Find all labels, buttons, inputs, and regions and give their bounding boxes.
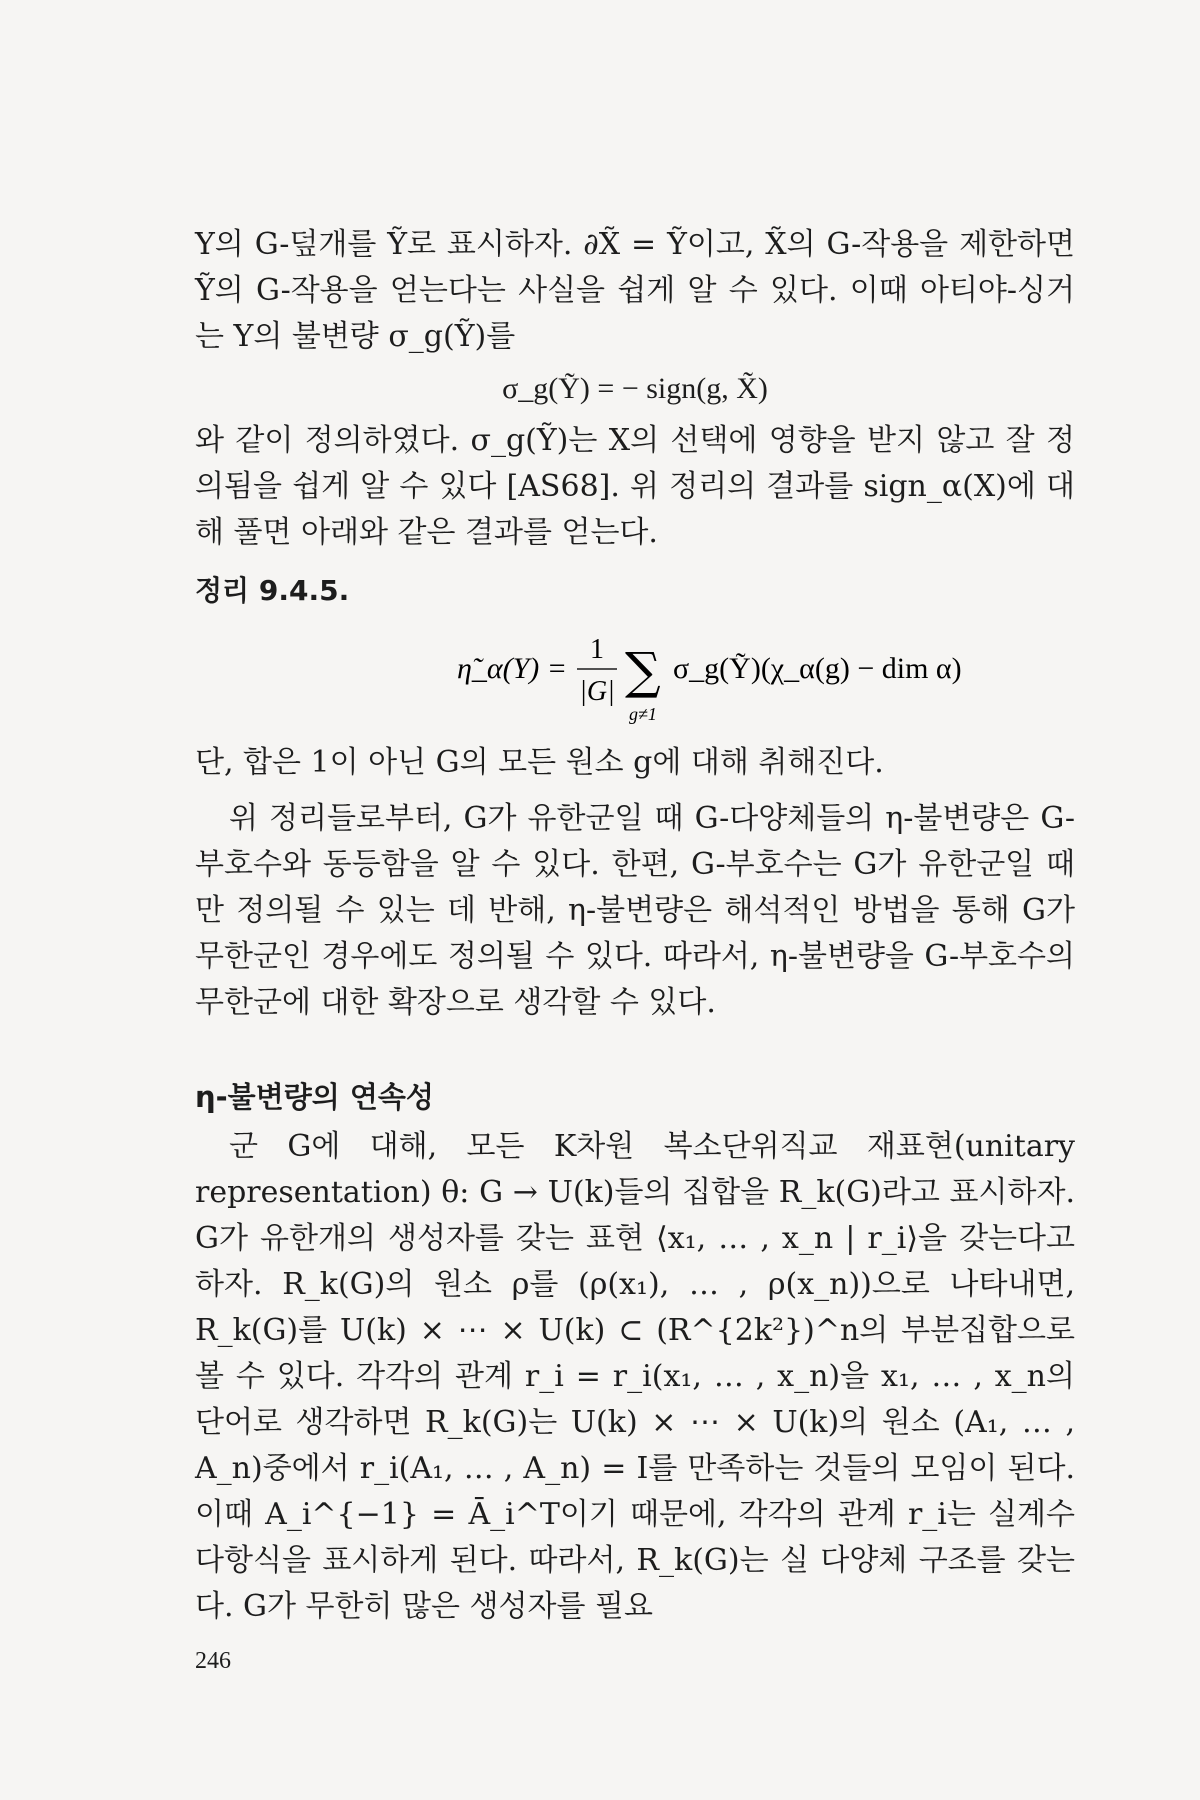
paragraph-sigma-well-defined: 와 같이 정의하였다. σ_g(Ỹ)는 X의 선택에 영향을 받지 않고 잘 정의됨을 쉽게 알 수 있다 [AS68]. 위 정리의 결과를 sign_α(X)에 대해 풀면 아래와 같은 결과를 얻는다. <box>195 423 1075 550</box>
formula-fraction-denominator: |G| <box>579 676 615 707</box>
paragraph-g-cover: Y의 G-덮개를 Ỹ로 표시하자. ∂X̃ = Ỹ이고, X̃의 G-작용을 제한하면 Ỹ의 G-작용을 얻는다는 사실을 쉽게 알 수 있다. 이때 아티야-싱거는 Y의 불변량 σ_g(Ỹ)를 <box>195 227 1075 354</box>
formula-sum-subscript: g≠1 <box>629 704 657 724</box>
formula-fraction-numerator: 1 <box>590 634 604 665</box>
page-body <box>195 222 1075 1630</box>
section-title: η-불변량의 연속성 <box>195 1080 434 1114</box>
formula-summand: σ_g(Ỹ)(χ_α(g) − dim α) <box>673 652 962 685</box>
theorem-formula-svg <box>195 616 1075 726</box>
page-number: 246 <box>195 1648 231 1674</box>
theorem-label: 정리 9.4.5. <box>195 574 350 607</box>
paragraph-representation-variety: 군 G에 대해, 모든 K차원 복소단위직교 재표현(unitary representation) θ: G → U(k)들의 집합을 R_k(G)라고 표시하자. G가 유한개의 생성자를 갖는 표현 ⟨x₁, … , x_n | r_i⟩을 갖는다고 하자. R_k(G)의 원소 ρ를 (ρ(x₁), … , ρ(x_n))으로 나타내면, R_k(G)를 U(k) × ⋯ × U(k) ⊂ (R^{2k²})^n의 부분집합으로 볼 수 있다. 각각의 관계 r_i = r_i(x₁, … , x_n)을 x₁, … , x_n의 단어로 생각하면 R_k(G)는 U(k) × ⋯ × U(k)의 원소 (A₁, … , A_n)중에서 r_i(A₁, … , A_n) = I를 만족하는 것들의 모임이 된다. 이때 A_i^{−1} = Ā_i^T이기 때문에, 각각의 관계 r_i는 실계수 다항식을 표시하게 된다. 따라서, R_k(G)는 실 다양체 구조를 갖는다. G가 무한히 많은 생성자를 필요 <box>195 1129 1075 1624</box>
theorem-formula <box>195 616 1075 726</box>
formula-sum-sign: ∑ <box>625 642 661 700</box>
equation-sigma-definition: σ_g(Ỹ) = − sign(g, X̃) <box>502 372 768 405</box>
paragraph-sum-note: 단, 합은 1이 아닌 G의 모든 원소 g에 대해 취해진다. <box>195 745 884 780</box>
paragraph-eta-invariant: 위 정리들로부터, G가 유한군일 때 G-다양체들의 η-불변량은 G-부호수와 동등함을 알 수 있다. 한편, G-부호수는 G가 유한군일 때만 정의될 수 있는 데 반해, η-불변량은 해석적인 방법을 통해 G가 무한군인 경우에도 정의될 수 있다. 따라서, η-불변량을 G-부호수의 무한군에 대한 확장으로 생각할 수 있다. <box>195 801 1075 1020</box>
spacer <box>195 786 1075 796</box>
formula-lhs: η̃_α(Y) = <box>457 652 568 685</box>
